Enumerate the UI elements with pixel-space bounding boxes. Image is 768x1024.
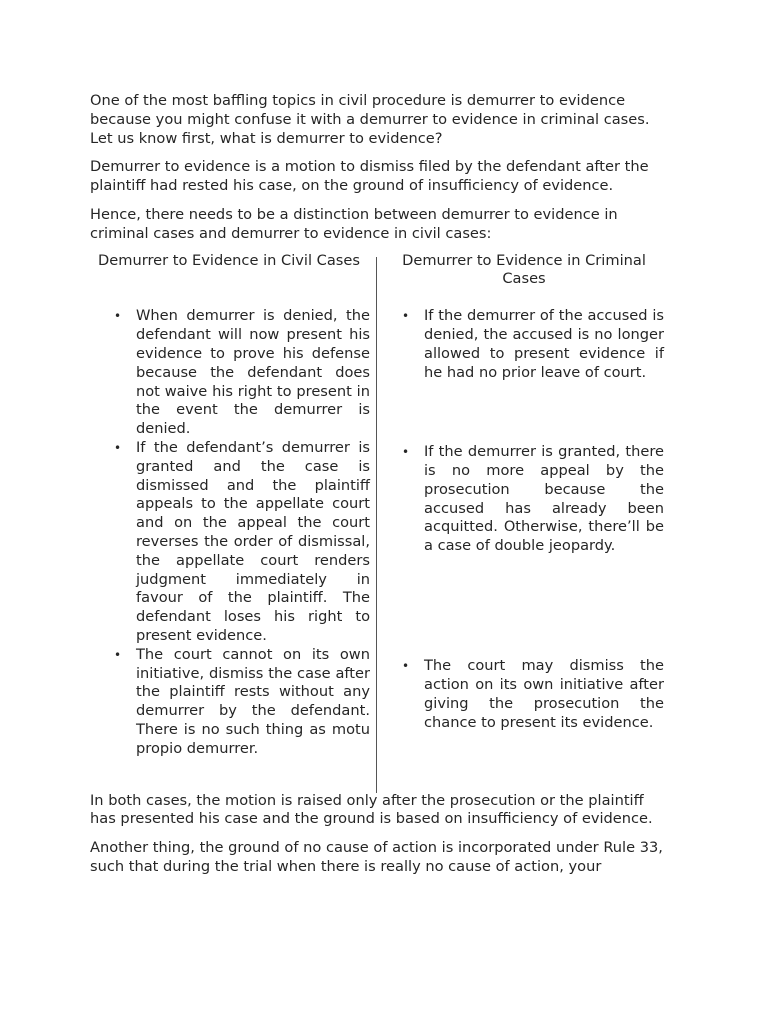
bullet-icon: • <box>114 440 122 455</box>
civil-column <box>90 252 376 759</box>
civil-column-header: Demurrer to Evidence in Civil Cases <box>98 251 360 269</box>
civil-list <box>94 307 370 758</box>
bullet-icon: • <box>402 309 410 324</box>
criminal-item-1-text: If the demurrer of the accused is denied, the accused is no longer allowed to present evidence if he had no prior leave of court. <box>424 307 664 381</box>
outro-paragraph-1: In both cases, the motion is raised only after the prosecution or the plaintiff has presented his case and the ground is based on insufficiency of evidence. <box>90 791 653 828</box>
intro-paragraph-1: One of the most baffling topics in civil procedure is demurrer to evidence because you might confuse it with a demurrer to evidence in criminal cases. Let us know first, what is demurrer to evidence? <box>90 92 650 147</box>
document-page <box>90 92 670 887</box>
intro-paragraph-3: Hence, there needs to be a distinction between demurrer to evidence in criminal cases and demurrer to evidence in civil cases: <box>90 205 618 242</box>
bullet-icon: • <box>114 309 122 324</box>
comparison-table <box>90 252 670 759</box>
criminal-item-3 <box>376 657 664 732</box>
criminal-list <box>376 307 664 732</box>
civil-item-1-text: When demurrer is denied, the defendant will now present his evidence to prove his defense because the defendant does not waive his right to present in the event the demurrer is denied. <box>136 307 370 438</box>
bullet-icon: • <box>402 659 410 674</box>
outro-paragraph-2: Another thing, the ground of no cause of action is incorporated under Rule 33, such that during the trial when there is really no cause of action, your <box>90 839 663 875</box>
bullet-icon: • <box>114 647 122 662</box>
civil-item-2 <box>94 439 370 646</box>
intro-paragraph-2: Demurrer to evidence is a motion to dismiss filed by the defendant after the plaintiff had rested his case, on the ground of insufficiency of evidence. <box>90 158 649 195</box>
criminal-item-1 <box>376 307 664 443</box>
criminal-column-header: Demurrer to Evidence in Criminal Cases <box>402 251 646 288</box>
criminal-item-2-text: If the demurrer is granted, there is no more appeal by the prosecution because the accused has already been acquitted. Otherwise, there’ll be a case of double jeopardy. <box>424 443 664 555</box>
civil-item-3-text: The court cannot on its own initiative, dismiss the case after the plaintiff rests without any demurrer by the defendant. There is no such thing as motu propio demurrer. <box>136 645 370 757</box>
bullet-icon: • <box>402 445 410 460</box>
civil-item-2-text: If the defendant’s demurrer is granted and the case is dismissed and the plaintiff appeals to the appellate court and on the appeal the court reverses the order of dismissal, the appellate court renders judgment immediately in favour of the plaintiff. The defendant loses his right to present evidence. <box>136 438 370 644</box>
civil-item-1 <box>94 307 370 439</box>
civil-item-3 <box>94 646 370 759</box>
criminal-item-2 <box>376 443 664 657</box>
criminal-item-3-text: The court may dismiss the action on its own initiative after giving the prosecution the chance to present its evidence. <box>424 657 664 731</box>
criminal-column <box>376 252 670 759</box>
